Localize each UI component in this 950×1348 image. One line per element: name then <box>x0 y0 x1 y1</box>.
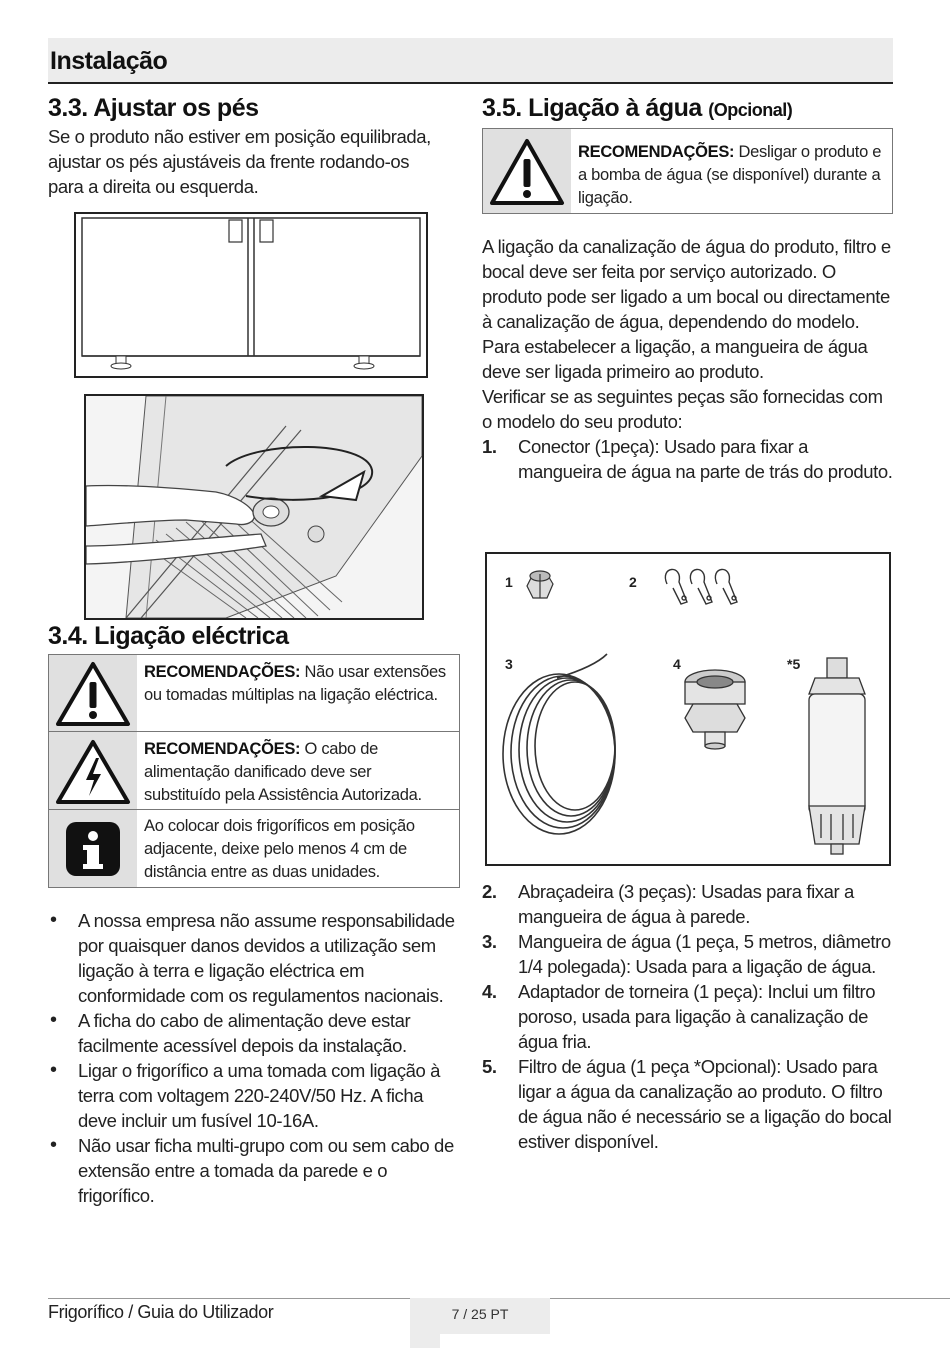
left-column <box>48 92 460 1206</box>
notice-2-label: RECOMENDAÇÕES: <box>144 740 301 758</box>
right-column <box>482 92 893 1152</box>
section-3-3-heading: 3.3. Ajustar os pés <box>48 94 259 122</box>
part-label-1: 1 <box>505 574 513 590</box>
notice-1-label: RECOMENDAÇÕES: <box>144 663 301 681</box>
section-3-5-heading: 3.5. Ligação à água (Opcional) <box>482 94 793 122</box>
connector-part <box>527 571 553 598</box>
notice-extension-warning <box>48 654 460 732</box>
notice-1-text: Não usar extensões ou tomadas múltiplas na ligação eléctrica. <box>144 663 446 704</box>
water-parts-list-1 <box>482 434 893 484</box>
warning-icon <box>488 135 566 207</box>
list-item: 4. Adaptador de torneira (1 peça): Inclui um filtro poroso, usada para ligação à canalização de água fria. <box>482 981 876 1052</box>
page-header <box>48 38 893 84</box>
list-item: • A nossa empresa não assume responsabilidade por quaisquer danos devidos a utilização sem ligação à terra e ligação eléctrica em conformidade com os regulamentos nacionais. <box>48 908 460 1008</box>
water-notice-text: Desligar o produto e a bomba de água (se disponível) durante a ligação. <box>578 143 882 207</box>
part-label-4: 4 <box>673 656 681 672</box>
water-notice-label: RECOMENDAÇÕES: <box>578 143 735 161</box>
water-parts-illustration <box>487 554 889 864</box>
hose-part <box>503 654 615 834</box>
section-3-4-heading: 3.4. Ligação eléctrica <box>48 622 289 650</box>
section-3-4 <box>48 620 460 1208</box>
water-filter-part <box>809 658 865 854</box>
page-title: Instalação <box>50 47 168 75</box>
list-item: • A ficha do cabo de alimentação deve estar facilmente acessível depois da instalação. <box>48 1008 460 1058</box>
fridge-front-figure <box>74 212 428 378</box>
foot-adjustment-figure <box>84 394 424 620</box>
info-icon <box>58 814 128 884</box>
electrical-bullet-list <box>48 908 460 1208</box>
optional-suffix: (Opcional) <box>708 100 793 120</box>
footer-title: Frigorífico / Guia do Utilizador <box>48 1302 274 1322</box>
fridge-front-illustration <box>76 214 426 376</box>
water-parts-figure <box>485 552 891 866</box>
list-item: • Não usar ficha multi-grupo com ou sem cabo de extensão entre a tomada da parede e o frigorífico. <box>48 1133 460 1208</box>
part-label-2: 2 <box>629 574 637 590</box>
part-label-5: *5 <box>787 656 801 672</box>
page-number: 7 / 25 PT <box>410 1298 550 1334</box>
list-item: 2. Abraçadeira (3 peças): Usadas para fixar a mangueira de água à parede. <box>482 881 854 927</box>
list-item: 1. Conector (1peça): Usado para fixar a mangueira de água na parte de trás do produto. <box>482 436 893 482</box>
water-parts-list-2 <box>482 879 893 1154</box>
section-3-3-text: Se o produto não estiver em posição equilibrada, ajustar os pés ajustáveis da frente rodando-os para a direita ou esquerda. <box>48 126 431 197</box>
part-label-3: 3 <box>505 656 513 672</box>
faucet-adapter-part <box>685 670 745 749</box>
water-parts-intro: Verificar se as seguintes peças são fornecidas com o modelo do seu produto: <box>482 386 883 432</box>
electric-hazard-icon <box>54 736 132 806</box>
list-item: • Ligar o frigorífico a uma tomada com ligação à terra com voltagem 220-240V/50 Hz. A ficha deve incluir um fusível 10-16A. <box>48 1058 460 1133</box>
clamps-part <box>665 569 737 604</box>
notice-cable-warning <box>48 732 460 810</box>
foot-adjustment-illustration <box>86 396 422 618</box>
notice-2-text: O cabo de alimentação danificado deve ser substituído pela Assistência Autorizada. <box>144 740 422 804</box>
notice-3-text: Ao colocar dois frigoríficos em posição adjacente, deixe pelo menos 4 cm de distância entre as duas unidades. <box>144 817 415 881</box>
water-intro-text: A ligação da canalização de água do produto, filtro e bocal deve ser feita por serviço autorizado. O produto pode ser ligado a um bocal ou directamente à canalização de água, dependendo do modelo. Para estabelecer a ligação, a mangueira de água deve ser ligada primeiro ao produto. <box>482 236 891 382</box>
electrical-notices <box>48 654 460 888</box>
warning-icon <box>54 658 132 728</box>
list-item: 3. Mangueira de água (1 peça, 5 metros, diâmetro 1/4 polegada): Usada para a ligação de água. <box>482 931 891 977</box>
notice-water-warning <box>482 128 893 214</box>
list-item: 5. Filtro de água (1 peça *Opcional): Usado para ligar a água da canalização ao produto. O filtro de água não é necessário se a ligação do bocal estiver disponível. <box>482 1056 892 1152</box>
notice-distance-info <box>48 810 460 888</box>
